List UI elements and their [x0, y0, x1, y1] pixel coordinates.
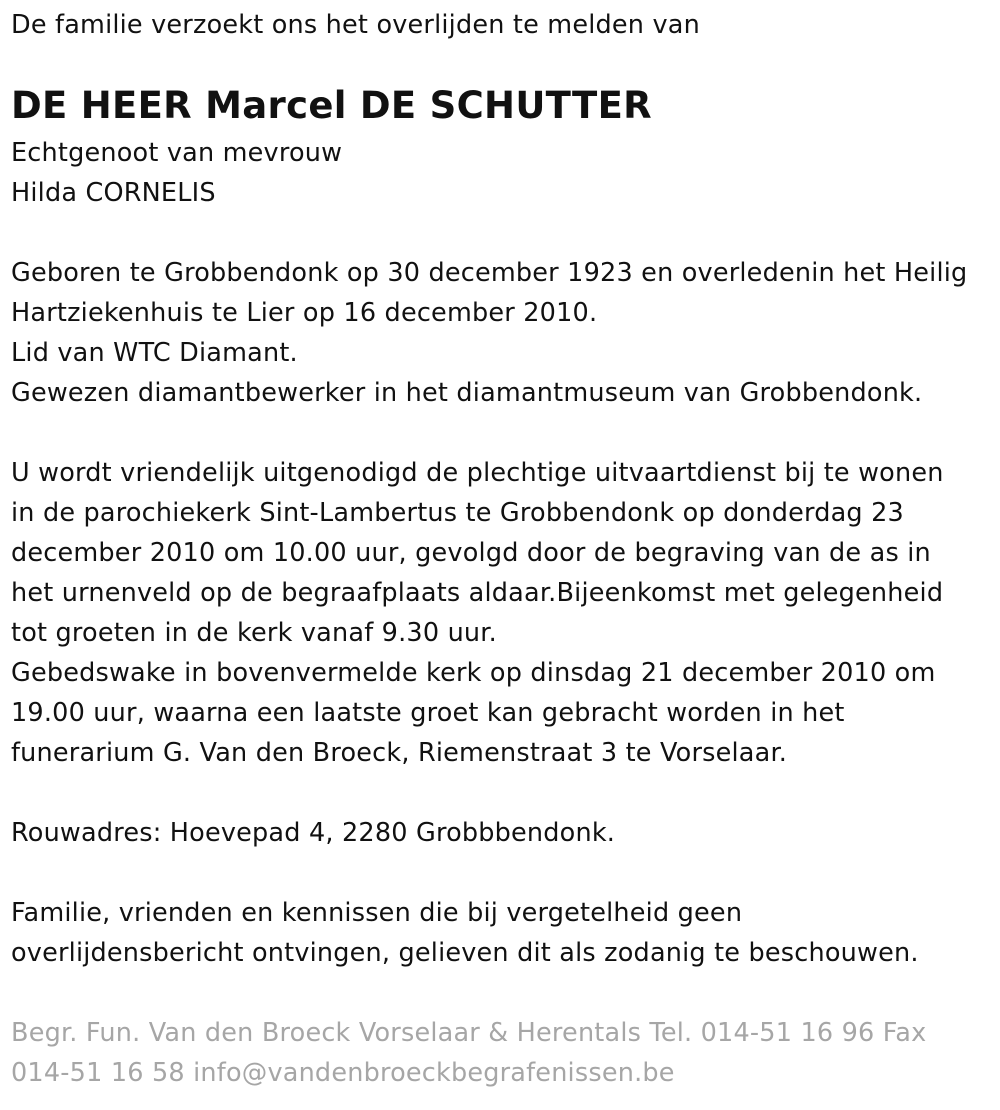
intro-text	[11, 5, 700, 45]
notice-line: overlijdensbericht ontvingen, gelieven dit als zodanig te beschouwen.	[11, 938, 919, 968]
service-line: Gebedswake in bovenvermelde kerk op dinsdag 21 december 2010 om	[11, 658, 936, 688]
service-line: in de parochiekerk Sint-Lambertus te Grobbendonk op donderdag 23	[11, 498, 904, 528]
bio-line: Hartziekenhuis te Lier op 16 december 2010.	[11, 298, 598, 328]
bio-line: Lid van WTC Diamant.	[11, 338, 298, 368]
service-line: U wordt vriendelijk uitgenodigd de plechtige uitvaartdienst bij te wonen	[11, 458, 944, 488]
family-notice	[11, 893, 919, 973]
service-line: december 2010 om 10.00 uur, gevolgd door de begraving van de as in	[11, 538, 931, 568]
service-line: 19.00 uur, waarna een laatste groet kan gebracht worden in het	[11, 698, 845, 728]
bio-line: Geboren te Grobbendonk op 30 december 1923 en overledenin het Heilig	[11, 258, 968, 288]
spouse-line: Echtgenoot van mevrouw	[11, 138, 343, 168]
deceased-name: DE HEER Marcel DE SCHUTTER	[11, 84, 652, 127]
bio-line: Gewezen diamantbewerker in het diamantmuseum van Grobbendonk.	[11, 378, 923, 408]
funeral-service-section	[11, 453, 944, 773]
footer-line: Begr. Fun. Van den Broeck Vorselaar & Herentals Tel. 014-51 16 96 Fax	[11, 1018, 927, 1048]
mourning-address	[11, 813, 615, 853]
footer-line: 014-51 16 58 info@vandenbroeckbegrafenissen.be	[11, 1058, 675, 1088]
spouse-line: Hilda CORNELIS	[11, 178, 216, 208]
funeral-home-footer	[11, 1013, 926, 1093]
notice-line: Familie, vrienden en kennissen die bij vergetelheid geen	[11, 898, 743, 928]
service-line: tot groeten in de kerk vanaf 9.30 uur.	[11, 618, 497, 648]
spouse-section	[11, 133, 342, 213]
intro-line: De familie verzoekt ons het overlijden te melden van	[11, 10, 700, 40]
biography-section	[11, 253, 967, 413]
address-line: Rouwadres: Hoevepad 4, 2280 Grobbbendonk.	[11, 818, 616, 848]
service-line: funerarium G. Van den Broeck, Riemenstraat 3 te Vorselaar.	[11, 738, 788, 768]
service-line: het urnenveld op de begraafplaats aldaar.Bijeenkomst met gelegenheid	[11, 578, 944, 608]
